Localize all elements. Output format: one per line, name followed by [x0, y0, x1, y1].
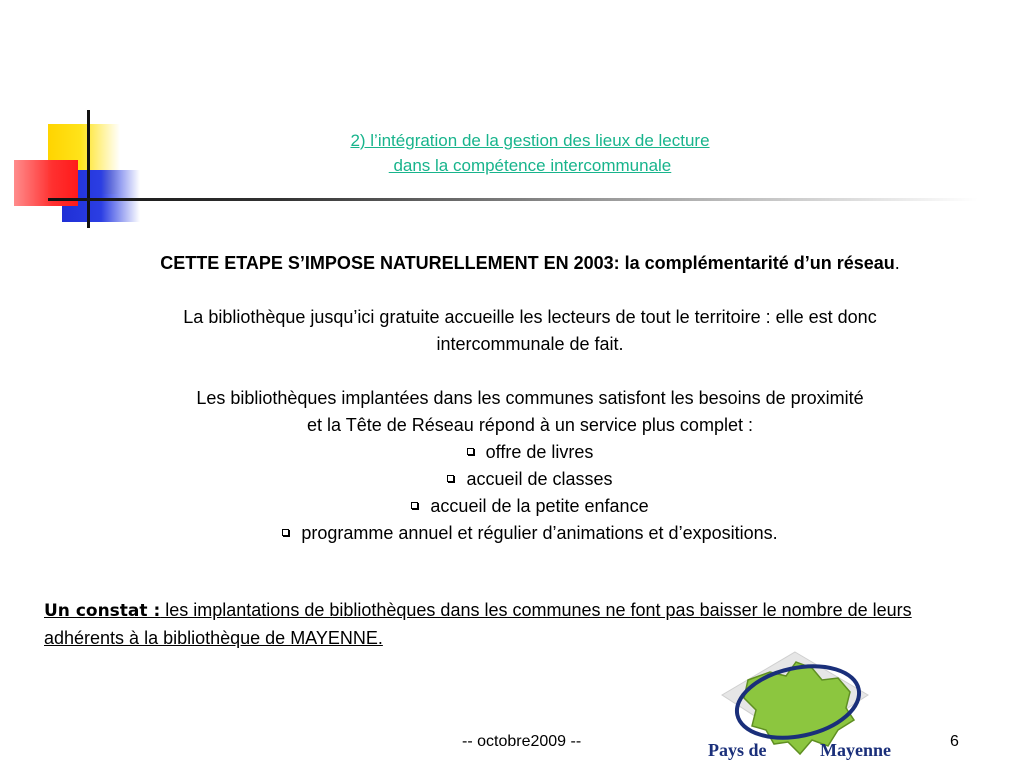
paragraph-1	[40, 304, 1020, 358]
constat-label: Un constat :	[44, 601, 161, 621]
paragraph-2-line1: Les bibliothèques implantées dans les communes satisfont les besoins de proximité	[196, 388, 864, 408]
logo-text-mayenne: Mayenne	[820, 740, 891, 760]
pays-de-mayenne-logo	[700, 650, 915, 765]
list-item	[40, 520, 1020, 547]
square-bullet-icon	[282, 529, 289, 536]
paragraph-2-line2: et la Tête de Réseau répond à un service plus complet :	[307, 415, 753, 435]
logo-text-pays: Pays de	[708, 740, 767, 760]
bullet-list	[40, 439, 1020, 547]
square-bullet-icon	[467, 448, 474, 455]
page-number: 6	[950, 733, 959, 750]
paragraph-2	[40, 385, 1020, 439]
horizontal-rule	[48, 198, 978, 201]
slide-title-line1: 2) l’intégration de la gestion des lieux de lecture	[350, 131, 710, 150]
vertical-rule	[87, 110, 90, 228]
slide-title-line2: dans la compétence intercommunale	[388, 156, 672, 175]
section-heading-suffix: .	[894, 253, 900, 273]
decorative-corner-graphic	[0, 0, 200, 240]
constat-text: les implantations de bibliothèques dans les communes ne font pas baisser le nombre de leurs adhérents à la bibliothèque de MAYENNE.	[44, 600, 912, 648]
slide-title	[170, 128, 890, 178]
list-item-text: programme annuel et régulier d’animations et d’expositions.	[301, 523, 778, 543]
section-heading-text: CETTE ETAPE S’IMPOSE NATURELLEMENT EN 2003: la complémentarité d’un réseau	[160, 253, 895, 273]
square-bullet-icon	[447, 475, 454, 482]
list-item	[40, 493, 1020, 520]
paragraph-1-line1: La bibliothèque jusqu’ici gratuite accueille les lecteurs de tout le territoire : elle est donc	[183, 307, 877, 327]
footer-date: -- octobre2009 --	[462, 733, 582, 750]
square-bullet-icon	[411, 502, 418, 509]
list-item	[40, 439, 1020, 466]
paragraph-1-line2: intercommunale de fait.	[436, 334, 624, 354]
list-item	[40, 466, 1020, 493]
constat-paragraph	[44, 597, 984, 652]
section-heading	[40, 250, 1020, 277]
list-item-text: accueil de la petite enfance	[430, 496, 649, 516]
list-item-text: offre de livres	[485, 442, 594, 462]
list-item-text: accueil de classes	[466, 469, 613, 489]
